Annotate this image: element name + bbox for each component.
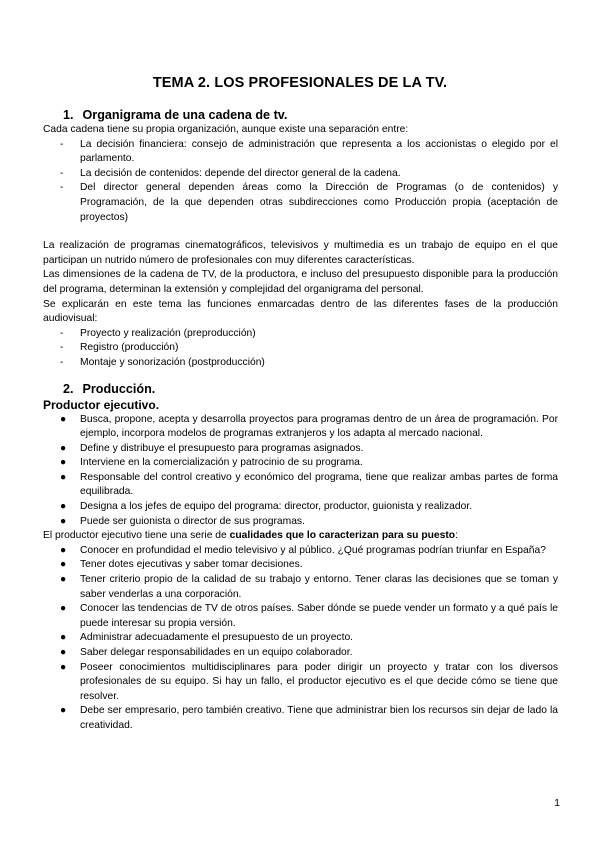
paragraph: Se explicarán en este tema las funciones enmarcadas dentro de las diferentes fases de la producción audiovisual: (43, 298, 558, 325)
bullet-marker: ● (60, 661, 67, 673)
list-item: - Registro (producción) (43, 341, 558, 356)
bullet-marker: ● (60, 603, 67, 615)
list-item: ● Tener dotes ejecutivas y saber tomar decisiones. (43, 558, 558, 573)
bullet-marker: ● (60, 515, 67, 527)
list-item: - La decisión de contenidos: depende del director general de la cadena. (43, 167, 558, 182)
section-2-heading (43, 381, 558, 397)
section-2-title: Producción. (82, 381, 156, 396)
section-1-number: 1. (63, 108, 74, 122)
phases-list (43, 327, 558, 371)
list-item: - Del director general dependen áreas como la Dirección de Programas (o de contenidos) y Programación, de la que dependen otras subdirecciones como Producción propia (aceptación de proyectos) (60, 182, 558, 223)
bullet-marker: ● (60, 632, 67, 644)
section-1-title: Organigrama de una cadena de tv. (82, 108, 288, 122)
bullet-marker: ● (60, 442, 67, 454)
list-item: ● Busca, propone, acepta y desarrolla proyectos para programas dentro de un área de programación. Por ejemplo, incorpora modelos de programas extranjeros y los adapta al mercado nacional. (60, 413, 558, 440)
paragraph: La realización de programas cinematográficos, televisivos y multimedia es un trabajo de equipo en el que participan un nutrido número de profesionales con muy diferentes características. (43, 240, 558, 266)
list-item: - Montaje y sonorización (postproducción) (43, 356, 558, 371)
list-item: ● Debe ser empresario, pero también creativo. Tiene que administrar bien los recursos sin dejar de lado la creatividad. (60, 705, 558, 731)
bullet-marker: ● (60, 544, 67, 556)
bullet-marker: ● (60, 501, 67, 513)
dash-marker: - (60, 342, 64, 354)
bullet-marker: ● (60, 413, 67, 425)
list-item: ● Designa a los jefes de equipo del programa: director, productor, guionista y realizador. (43, 500, 558, 515)
dash-marker: - (60, 356, 64, 368)
functions-list (43, 413, 558, 530)
list-item: ● Poseer conocimientos multidisciplinares para poder dirigir un proyecto y tratar con los diversos profesionales de su equipo. Si hay un fallo, el productor ejecutivo es el que decide cómo se tiene que resolver. (60, 661, 558, 702)
document-body (43, 107, 558, 734)
list-item: ● Conocer en profundidad el medio televisivo y al público. ¿Qué programas podrían triunfar en España? (43, 544, 558, 559)
dash-marker: - (60, 167, 64, 179)
bullet-marker: ● (60, 574, 67, 586)
subheading: Productor ejecutivo. (43, 397, 160, 412)
list-item: ● Puede ser guionista o director de sus programas. (43, 515, 558, 530)
section-1-intro: Cada cadena tiene su propia organización, aunque existe una separación entre: (43, 124, 409, 135)
list-item: ● Administrar adecuadamente el presupuesto de un proyecto. (43, 631, 558, 646)
list-item: ● Responsable del control creativo y económico del programa, tiene que realizar ambas partes de forma equilibrada. (60, 471, 558, 498)
page-number: 1 (554, 798, 560, 809)
dash-marker: - (60, 182, 64, 194)
list-item: ● Conocer las tendencias de TV de otros países. Saber dónde se puede vender un formato y a qué país le puede interesar su propia versión. (60, 603, 558, 629)
bullet-marker: ● (60, 647, 67, 658)
page-title: TEMA 2. LOS PROFESIONALES DE LA TV. (152, 75, 448, 91)
list-item: ● Interviene en la comercialización y patrocinio de su programa. (43, 456, 558, 471)
list-item: ● Tener criterio propio de la calidad de su trabajo y entorno. Tener claras las decisiones que se toman y saber venderlas a una corporación. (60, 574, 558, 600)
list-item: ● Define y distribuye el presupuesto para programas asignados. (43, 442, 558, 457)
bullet-marker: ● (60, 471, 67, 483)
bullet-marker: ● (60, 559, 67, 571)
dash-marker: - (60, 138, 64, 150)
list-item: ● Saber delegar responsabilidades en un equipo colaborador. (43, 646, 558, 661)
section-1-heading (43, 107, 558, 123)
decision-list (43, 138, 558, 226)
qualities-intro: El productor ejecutivo tiene una serie de cualidades que lo caracterizan para su puesto: (43, 530, 458, 542)
bullet-marker: ● (60, 705, 67, 717)
list-item: - Proyecto y realización (preproducción) (43, 327, 558, 342)
qualities-list (43, 544, 558, 734)
paragraph: Las dimensiones de la cadena de TV, de la productora, e incluso del presupuesto disponible para la producción del programa, determinan la extensión y complejidad del organigrama del personal. (43, 269, 558, 295)
section-2-number: 2. (63, 381, 74, 396)
list-item: - La decisión financiera: consejo de administración que representa a los accionistas o elegido por el parlamento. (60, 138, 558, 165)
dash-marker: - (60, 327, 64, 339)
bullet-marker: ● (60, 457, 67, 469)
